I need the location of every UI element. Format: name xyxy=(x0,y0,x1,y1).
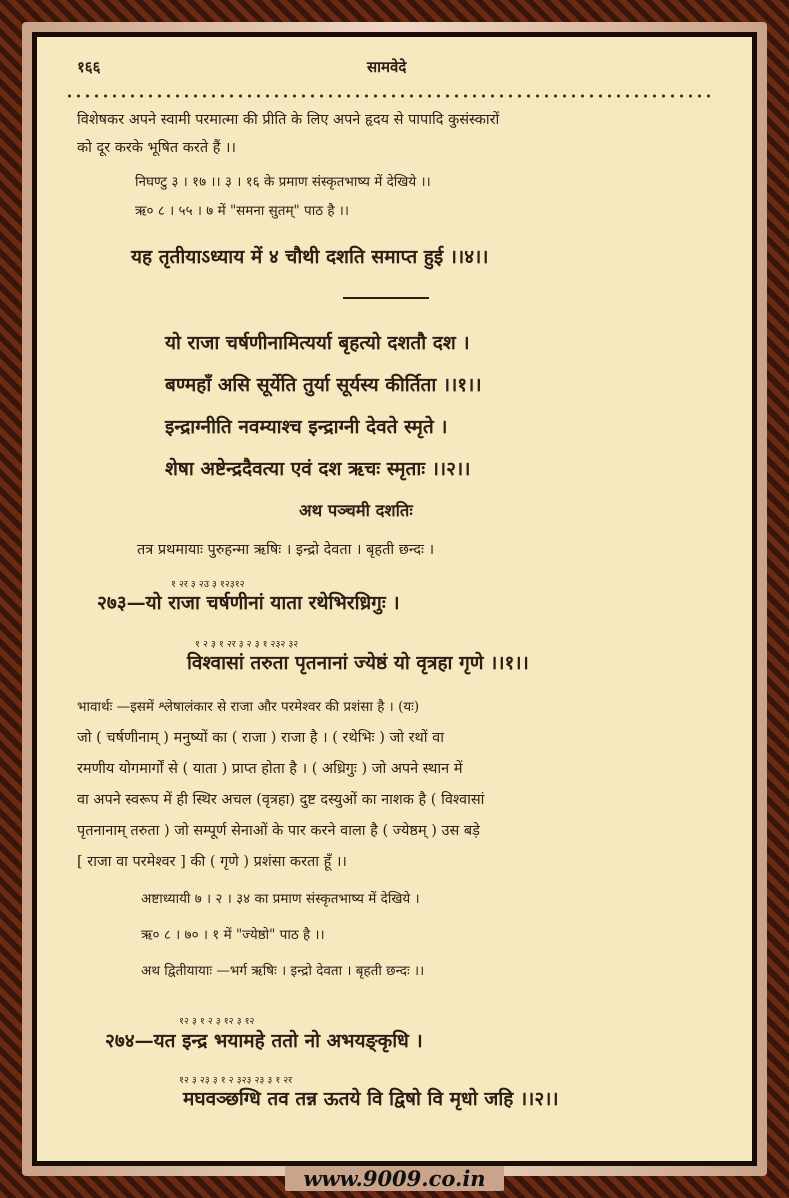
text-line: विशेषकर अपने स्वामी परमात्मा की प्रीति के लिए अपने हृदय से पापादि कुसंस्कारों xyxy=(77,112,500,128)
scanned-page xyxy=(37,37,752,1161)
page-number: १६६ xyxy=(77,58,101,76)
mantra-line: मघवञ्छग्धि तव तन्न ऊतये वि द्विषो वि मृधो जहि ।।२।। xyxy=(183,1088,559,1110)
reference-line: ऋ० ८ । ७० । १ में "ज्येष्ठो" पाठ है ।। xyxy=(141,927,325,943)
mantra-line: २७३—यो राजा चर्षणीनां याता रथेभिरध्रिगुः । xyxy=(97,592,400,614)
accent-marks: १ २र ३ २उ ३ १२३१२ xyxy=(171,579,245,590)
rishi-devata-line: तत्र प्रथमायाः पुरुहन्मा ऋषिः । इन्द्रो देवता । बृहती छन्दः । xyxy=(137,542,435,558)
summary-verse: शेषा अष्टेन्द्रदैवत्या एवं दश ऋचः स्मृताः ।।२।। xyxy=(165,458,471,480)
summary-verse: बण्महाँ असि सूर्येति तुर्या सूर्यस्य कीर्तिता ।।१।। xyxy=(165,374,482,396)
bhavarth-line: [ राजा वा परमेश्वर ] की ( गृणे ) प्रशंसा करता हूँ ।। xyxy=(77,854,347,870)
accent-marks: १२ ३ १ २ ३ १२ ३ १२ xyxy=(179,1016,255,1027)
bhavarth-line: वा अपने स्वरूप में ही स्थिर अचल (वृत्रहा) दुष्ट दस्युओं का नाशक है ( विश्वासां xyxy=(77,792,485,808)
mantra-line: २७४—यत इन्द्र भयामहे ततो नो अभयङ्कृधि । xyxy=(105,1030,423,1052)
reference-line: निघण्टु ३ । १७ ।। ३ । १६ के प्रमाण संस्कृतभाष्य में देखिये ।। xyxy=(135,174,431,190)
bhavarth-line: भावार्थः —इसमें श्लेषालंकार से राजा और परमेश्वर की प्रशंसा है । (यः) xyxy=(77,699,420,715)
rishi-devata-line: अथ द्वितीयायाः —भर्ग ऋषिः । इन्द्रो देवता । बृहती छन्दः ।। xyxy=(141,963,425,979)
header-divider xyxy=(65,92,715,100)
section-divider xyxy=(343,297,429,299)
accent-marks: १२ ३ २३ ३ १ २ ३२३ २३ ३ १ २र xyxy=(179,1075,293,1086)
website-watermark xyxy=(0,1166,789,1198)
website-url: www.9009.co.in xyxy=(285,1166,503,1191)
summary-verse: यो राजा चर्षणीनामित्यर्या बृहत्यो दशतौ दश । xyxy=(165,332,470,354)
page-header xyxy=(77,57,717,81)
accent-marks: १ २ ३ १ २र ३ २ ३ १ २३२ ३२ xyxy=(195,639,299,650)
mantra-line: विश्वासां तरुता पृतनानां ज्येष्ठं यो वृत्रहा गृणे ।।१।। xyxy=(187,652,529,674)
chapter-completion: यह तृतीयाऽध्याय में ४ चौथी दशति समाप्त हुई ।।४।। xyxy=(131,246,489,268)
page-title: सामवेदे xyxy=(367,58,407,76)
bhavarth-line: पृतनानाम् तरुता ) जो सम्पूर्ण सेनाओं के पार करने वाला है ( ज्येष्ठम् ) उस बड़े xyxy=(77,823,480,839)
reference-line: ऋ० ८ । ५५ । ७ में "समना सुतम्" पाठ है ।। xyxy=(135,203,350,219)
summary-verse: इन्द्राग्नीति नवम्याश्च इन्द्राग्नी देवते स्मृते । xyxy=(165,416,448,438)
text-line: को दूर करके भूषित करते हैं ।। xyxy=(77,140,236,156)
reference-line: अष्टाध्यायी ७ । २ । ३४ का प्रमाण संस्कृतभाष्य में देखिये । xyxy=(141,891,420,907)
bhavarth-line: रमणीय योगमार्गों से ( याता ) प्राप्त होता है । ( अध्रिगुः ) जो अपने स्थान में xyxy=(77,761,463,777)
bhavarth-line: जो ( चर्षणीनाम् ) मनुष्यों का ( राजा ) राजा है । ( रथेभिः ) जो रथों वा xyxy=(77,730,444,746)
section-title: अथ पञ्चमी दशतिः xyxy=(299,501,413,520)
